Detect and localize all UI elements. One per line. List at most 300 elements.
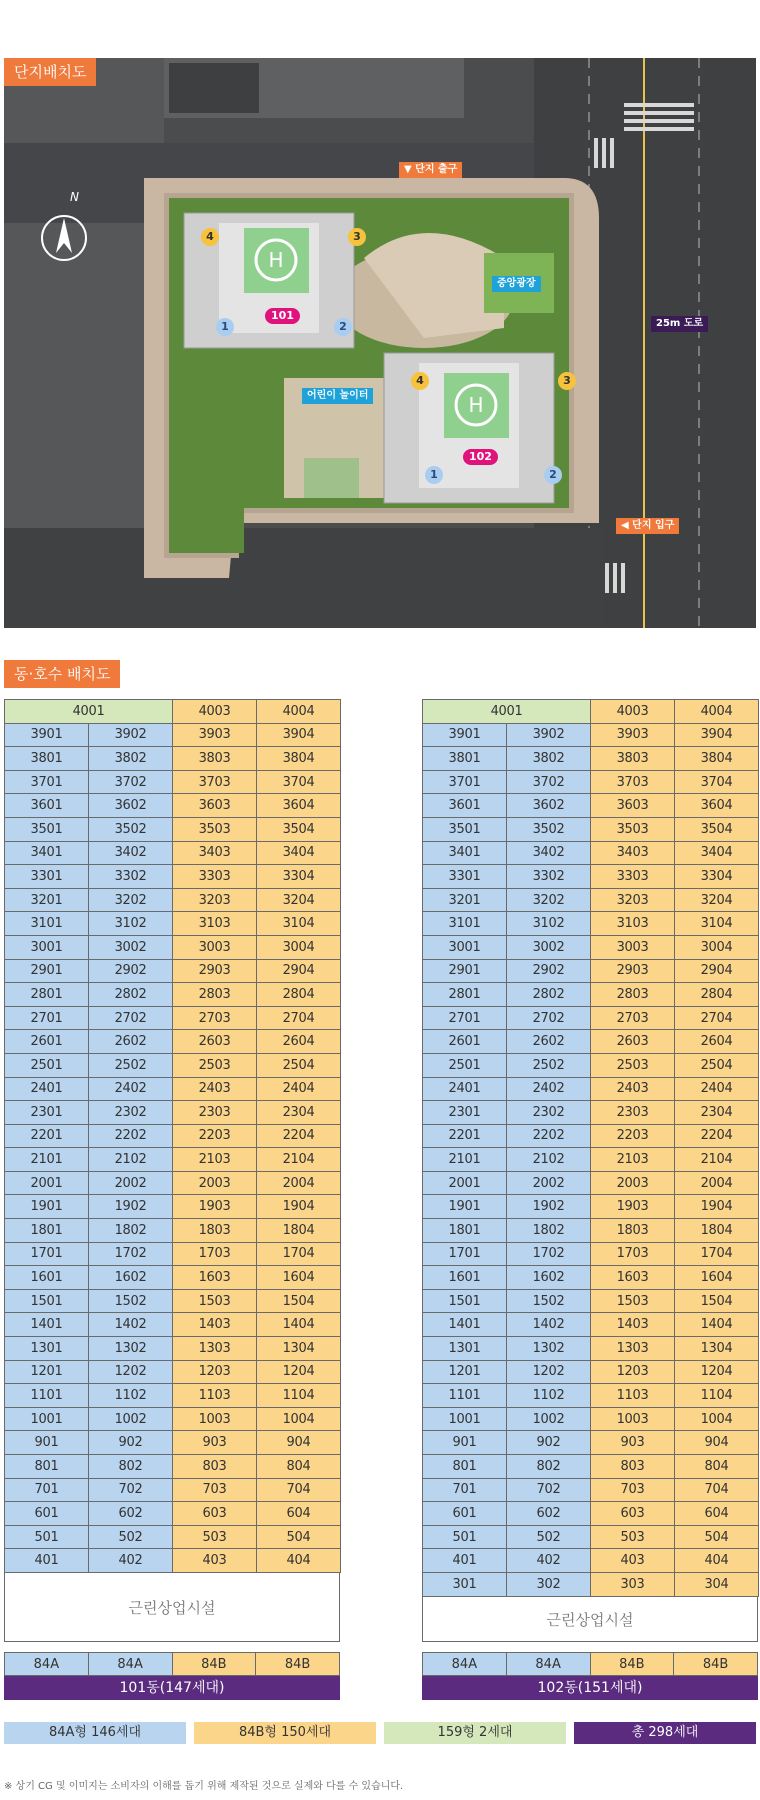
unit-cell: 1203	[591, 1360, 675, 1384]
unit-cell: 3003	[173, 935, 257, 959]
unit-cell: 2702	[89, 1006, 173, 1030]
unit-cell: 2701	[5, 1006, 89, 1030]
unit-cell: 1003	[173, 1407, 257, 1431]
complex-entrance-label: ◀ 단지 입구	[616, 518, 679, 534]
unit-cell: 2402	[507, 1077, 591, 1101]
unit-cell: 3302	[89, 865, 173, 889]
unit-cell: 3201	[5, 888, 89, 912]
unit-cell: 3302	[507, 865, 591, 889]
unit-cell: 3404	[675, 841, 759, 865]
unit-cell: 1704	[257, 1242, 341, 1266]
table-row	[423, 912, 759, 936]
table-row	[5, 865, 341, 889]
table-row	[5, 1148, 341, 1172]
unit-cell: 1801	[5, 1219, 89, 1243]
unit-cell: 903	[173, 1431, 257, 1455]
unit-cell: 2802	[89, 983, 173, 1007]
unit-cell: 1501	[5, 1289, 89, 1313]
table-row	[5, 1266, 341, 1290]
table-row	[423, 1525, 759, 1549]
unit-cell: 1304	[675, 1337, 759, 1361]
building-101-badge: 101	[265, 308, 300, 324]
unit-cell: 604	[257, 1502, 341, 1526]
unit-cell: 2101	[423, 1148, 507, 1172]
unit-cell: 801	[423, 1455, 507, 1479]
unit-cell: 3701	[423, 770, 507, 794]
unit-cell: 1301	[423, 1337, 507, 1361]
unit-cell: 2803	[591, 983, 675, 1007]
table-row	[5, 1525, 341, 1549]
unit-cell: 2402	[89, 1077, 173, 1101]
unit-cell: 2101	[5, 1148, 89, 1172]
unit-cell: 1503	[591, 1289, 675, 1313]
unit-cell: 1504	[257, 1289, 341, 1313]
unit-cell: 2303	[591, 1101, 675, 1125]
unit-cell: 3401	[423, 841, 507, 865]
unit-cell: 501	[423, 1525, 507, 1549]
unit-cell: 2804	[257, 983, 341, 1007]
unit-cell: 3204	[257, 888, 341, 912]
unit-cell: 3301	[5, 865, 89, 889]
line-number-badge: 2	[544, 466, 562, 484]
unit-cell: 1201	[5, 1360, 89, 1384]
table-row	[423, 817, 759, 841]
unit-cell: 504	[257, 1525, 341, 1549]
building-102-badge: 102	[463, 449, 498, 465]
unit-cell: 3904	[675, 723, 759, 747]
unit-cell: 1703	[173, 1242, 257, 1266]
unit-cell: 903	[591, 1431, 675, 1455]
road-label: 25m 도로	[651, 316, 708, 332]
unit-cell: 1103	[591, 1384, 675, 1408]
table-row	[5, 1053, 341, 1077]
table-row	[423, 959, 759, 983]
central-plaza-label: 중앙광장	[492, 276, 541, 292]
unit-cell: 3102	[89, 912, 173, 936]
unit-cell: 2902	[89, 959, 173, 983]
unit-cell: 1803	[173, 1219, 257, 1243]
table-row	[5, 841, 341, 865]
line-number-badge: 2	[334, 318, 352, 336]
line-number-badge: 4	[411, 372, 429, 390]
unit-cell: 3602	[89, 794, 173, 818]
unit-cell: 3404	[257, 841, 341, 865]
unit-cell: 2704	[675, 1006, 759, 1030]
unit-cell: 1404	[257, 1313, 341, 1337]
table-row	[5, 794, 341, 818]
unit-cell: 3802	[89, 747, 173, 771]
unit-cell: 604	[675, 1502, 759, 1526]
table-row	[5, 1171, 341, 1195]
unit-cell: 2404	[675, 1077, 759, 1101]
unit-cell: 3803	[173, 747, 257, 771]
unit-cell: 904	[257, 1431, 341, 1455]
commercial-label: 근린상업시설	[546, 1610, 634, 1629]
unit-cell: 2002	[89, 1171, 173, 1195]
table-row	[423, 1053, 759, 1077]
unit-cell: 1401	[423, 1313, 507, 1337]
table-row	[423, 1407, 759, 1431]
unit-cell: 2704	[257, 1006, 341, 1030]
unit-cell: 1103	[173, 1384, 257, 1408]
table-row	[423, 794, 759, 818]
unit-cell: 3004	[257, 935, 341, 959]
table-row	[5, 1030, 341, 1054]
unit-cell: 3002	[507, 935, 591, 959]
table-row	[423, 1549, 759, 1573]
unit-cell: 2804	[675, 983, 759, 1007]
unit-cell: 803	[173, 1455, 257, 1479]
unit-cell: 2001	[423, 1171, 507, 1195]
unit-cell: 1403	[591, 1313, 675, 1337]
table-row	[5, 1313, 341, 1337]
unit-cell: 1002	[89, 1407, 173, 1431]
unit-cell: 2801	[5, 983, 89, 1007]
unit-cell: 2904	[675, 959, 759, 983]
table-row	[5, 1478, 341, 1502]
unit-cell: 2703	[173, 1006, 257, 1030]
unit-cell: 2401	[423, 1077, 507, 1101]
unit-cell: 1503	[173, 1289, 257, 1313]
unit-cell: 704	[257, 1478, 341, 1502]
unit-cell: 3104	[675, 912, 759, 936]
unit-cell: 3002	[89, 935, 173, 959]
unit-cell: 1804	[257, 1219, 341, 1243]
unit-cell: 2501	[423, 1053, 507, 1077]
table-row	[423, 1337, 759, 1361]
unit-cell: 1803	[591, 1219, 675, 1243]
unit-cell: 4004	[675, 700, 759, 724]
unit-cell: 2602	[507, 1030, 591, 1054]
unit-cell: 1402	[89, 1313, 173, 1337]
unit-cell: 501	[5, 1525, 89, 1549]
unit-cell: 1802	[89, 1219, 173, 1243]
table-row	[423, 983, 759, 1007]
unit-cell: 4001	[423, 700, 591, 724]
unit-cell: 3303	[591, 865, 675, 889]
unit-cell: 3802	[507, 747, 591, 771]
unit-cell: 3502	[89, 817, 173, 841]
unit-cell: 1204	[257, 1360, 341, 1384]
unit-cell: 701	[423, 1478, 507, 1502]
unit-cell: 1502	[507, 1289, 591, 1313]
unit-cell: 1101	[5, 1384, 89, 1408]
unit-cell: 2203	[173, 1124, 257, 1148]
unit-cell: 3201	[423, 888, 507, 912]
table-row	[5, 770, 341, 794]
unit-cell: 2603	[173, 1030, 257, 1054]
unit-cell: 1101	[423, 1384, 507, 1408]
unit-cell: 2903	[591, 959, 675, 983]
unit-cell: 2201	[423, 1124, 507, 1148]
unit-cell: 3702	[89, 770, 173, 794]
table-row	[423, 700, 759, 724]
unit-cell: 1601	[5, 1266, 89, 1290]
complex-exit-label: ▼ 단지 출구	[399, 162, 462, 178]
table-row	[5, 1431, 341, 1455]
unit-cell: 3101	[423, 912, 507, 936]
unit-cell: 2403	[591, 1077, 675, 1101]
table-row	[5, 1407, 341, 1431]
unit-cell: 3903	[591, 723, 675, 747]
table-row	[423, 1077, 759, 1101]
table-row	[423, 1219, 759, 1243]
unit-cell: 1801	[423, 1219, 507, 1243]
table-row	[423, 1313, 759, 1337]
unit-cell: 1501	[423, 1289, 507, 1313]
unit-cell: 2801	[423, 983, 507, 1007]
unit-cell: 901	[423, 1431, 507, 1455]
unit-cell: 702	[89, 1478, 173, 1502]
unit-cell: 304	[675, 1572, 759, 1596]
unit-cell: 3304	[257, 865, 341, 889]
unit-cell: 503	[591, 1525, 675, 1549]
unit-cell: 2903	[173, 959, 257, 983]
legend-total: 총 298세대	[574, 1722, 756, 1744]
unit-cell: 402	[89, 1549, 173, 1573]
table-row	[423, 841, 759, 865]
unit-cell: 1204	[675, 1360, 759, 1384]
unit-cell: 503	[173, 1525, 257, 1549]
unit-cell: 3203	[591, 888, 675, 912]
unit-cell: 1701	[423, 1242, 507, 1266]
unit-cell: 2701	[423, 1006, 507, 1030]
unit-cell: 2302	[507, 1101, 591, 1125]
table-row	[423, 1431, 759, 1455]
unit-cell: 3801	[5, 747, 89, 771]
unit-cell: 704	[675, 1478, 759, 1502]
table-row	[5, 888, 341, 912]
unit-cell: 3003	[591, 935, 675, 959]
legend-84b: 84B형 150세대	[194, 1722, 376, 1744]
unit-cell: 4001	[5, 700, 173, 724]
unit-cell: 2003	[591, 1171, 675, 1195]
table-row	[5, 1502, 341, 1526]
unit-cell: 3202	[89, 888, 173, 912]
unit-cell: 804	[675, 1455, 759, 1479]
unit-cell: 3703	[591, 770, 675, 794]
unit-cell: 3501	[423, 817, 507, 841]
unit-cell: 3804	[675, 747, 759, 771]
unit-cell: 1504	[675, 1289, 759, 1313]
table-row	[423, 1124, 759, 1148]
table-row	[5, 912, 341, 936]
unit-cell: 2202	[89, 1124, 173, 1148]
unit-cell: 1902	[507, 1195, 591, 1219]
unit-cell: 3901	[423, 723, 507, 747]
type-cell: 84A	[88, 1653, 172, 1676]
unit-cell: 902	[89, 1431, 173, 1455]
building-102-type-row	[422, 1652, 758, 1676]
type-cell: 84A	[423, 1653, 507, 1676]
unit-cell: 3503	[173, 817, 257, 841]
table-row	[423, 935, 759, 959]
unit-cell: 601	[5, 1502, 89, 1526]
playground-label: 어린이 놀이터	[302, 388, 373, 404]
unit-cell: 1303	[173, 1337, 257, 1361]
table-row	[423, 1266, 759, 1290]
table-row	[5, 1101, 341, 1125]
type-cell: 84B	[590, 1653, 674, 1676]
unit-cell: 2604	[257, 1030, 341, 1054]
unit-cell: 703	[173, 1478, 257, 1502]
unit-cell: 3203	[173, 888, 257, 912]
unit-cell: 403	[173, 1549, 257, 1573]
building-102-commercial	[422, 1596, 758, 1642]
unit-cell: 1202	[507, 1360, 591, 1384]
unit-cell: 3401	[5, 841, 89, 865]
unit-cell: 1001	[5, 1407, 89, 1431]
unit-cell: 2103	[173, 1148, 257, 1172]
unit-cell: 1104	[675, 1384, 759, 1408]
table-row	[5, 723, 341, 747]
unit-cell: 3204	[675, 888, 759, 912]
unit-cell: 2604	[675, 1030, 759, 1054]
unit-cell: 1603	[173, 1266, 257, 1290]
unit-cell: 602	[507, 1502, 591, 1526]
compass-letter: N	[70, 190, 79, 204]
unit-cell: 804	[257, 1455, 341, 1479]
unit-cell: 1303	[591, 1337, 675, 1361]
unit-cell: 901	[5, 1431, 89, 1455]
unit-cell: 402	[507, 1549, 591, 1573]
unit-cell: 1002	[507, 1407, 591, 1431]
unit-cell: 1604	[675, 1266, 759, 1290]
unit-cell: 3103	[591, 912, 675, 936]
unit-cell: 3303	[173, 865, 257, 889]
unit-cell: 2104	[675, 1148, 759, 1172]
unit-cell: 2703	[591, 1006, 675, 1030]
line-number-badge: 4	[201, 228, 219, 246]
unit-cell: 2104	[257, 1148, 341, 1172]
unit-cell: 3602	[507, 794, 591, 818]
unit-cell: 1901	[5, 1195, 89, 1219]
unit-cell: 3202	[507, 888, 591, 912]
table-row	[5, 1455, 341, 1479]
unit-cell: 2503	[591, 1053, 675, 1077]
unit-cell: 1704	[675, 1242, 759, 1266]
line-number-badge: 1	[425, 466, 443, 484]
disclaimer-note: ※ 상기 CG 및 이미지는 소비자의 이해를 돕기 위해 제작된 것으로 실제와 다를 수 있습니다.	[4, 1781, 404, 1792]
unit-cell: 2304	[257, 1101, 341, 1125]
unit-cell: 1203	[173, 1360, 257, 1384]
table-row	[5, 1384, 341, 1408]
table-row	[423, 888, 759, 912]
unit-cell: 701	[5, 1478, 89, 1502]
unit-cell: 2304	[675, 1101, 759, 1125]
unit-cell: 1904	[675, 1195, 759, 1219]
unit-cell: 3704	[257, 770, 341, 794]
unit-cell: 1402	[507, 1313, 591, 1337]
unit-cell: 2503	[173, 1053, 257, 1077]
unit-cell: 1904	[257, 1195, 341, 1219]
table-row	[5, 1289, 341, 1313]
siteplan-illustration	[4, 58, 756, 628]
unit-cell: 3504	[257, 817, 341, 841]
unit-cell: 3604	[257, 794, 341, 818]
table-row	[423, 1478, 759, 1502]
unit-cell: 3301	[423, 865, 507, 889]
building-101-unit-table	[4, 699, 341, 1573]
unit-cell: 4004	[257, 700, 341, 724]
table-row	[423, 1572, 759, 1596]
unit-cell: 1502	[89, 1289, 173, 1313]
legend-84a: 84A형 146세대	[4, 1722, 186, 1744]
unit-cell: 2102	[89, 1148, 173, 1172]
unit-cell: 1401	[5, 1313, 89, 1337]
table-row	[5, 1242, 341, 1266]
unit-cell: 3601	[423, 794, 507, 818]
line-number-badge: 1	[216, 318, 234, 336]
unit-cell: 3603	[173, 794, 257, 818]
unit-cell: 1102	[507, 1384, 591, 1408]
unit-cell: 802	[507, 1455, 591, 1479]
unit-cell: 1004	[257, 1407, 341, 1431]
unit-cell: 2802	[507, 983, 591, 1007]
unit-cell: 3901	[5, 723, 89, 747]
unit-cell: 1004	[675, 1407, 759, 1431]
unit-cell: 1003	[591, 1407, 675, 1431]
type-cell: 84B	[256, 1653, 340, 1676]
unit-cell: 3704	[675, 770, 759, 794]
unit-cell: 2001	[5, 1171, 89, 1195]
unit-cell: 404	[257, 1549, 341, 1573]
unit-cell: 2004	[675, 1171, 759, 1195]
unit-cell: 1202	[89, 1360, 173, 1384]
unit-cell: 1302	[507, 1337, 591, 1361]
table-row	[423, 1195, 759, 1219]
siteplan-image	[4, 58, 756, 628]
table-row	[5, 983, 341, 1007]
table-row	[5, 1360, 341, 1384]
table-row	[423, 1502, 759, 1526]
unit-layout-title: 동·호수 배치도	[4, 660, 120, 688]
unit-cell: 1804	[675, 1219, 759, 1243]
unit-cell: 1201	[423, 1360, 507, 1384]
unit-cell: 403	[591, 1549, 675, 1573]
unit-cell: 3403	[173, 841, 257, 865]
type-cell: 84A	[5, 1653, 89, 1676]
unit-cell: 3903	[173, 723, 257, 747]
unit-cell: 3703	[173, 770, 257, 794]
unit-cell: 1403	[173, 1313, 257, 1337]
unit-cell: 2204	[675, 1124, 759, 1148]
unit-cell: 2504	[257, 1053, 341, 1077]
unit-cell: 3102	[507, 912, 591, 936]
unit-cell: 2902	[507, 959, 591, 983]
svg-text:H: H	[268, 248, 284, 272]
table-row	[423, 747, 759, 771]
unit-cell: 2002	[507, 1171, 591, 1195]
unit-cell: 2204	[257, 1124, 341, 1148]
unit-cell: 803	[591, 1455, 675, 1479]
unit-cell: 1701	[5, 1242, 89, 1266]
unit-cell: 1301	[5, 1337, 89, 1361]
unit-cell: 3902	[507, 723, 591, 747]
unit-cell: 602	[89, 1502, 173, 1526]
unit-cell: 603	[591, 1502, 675, 1526]
unit-cell: 3502	[507, 817, 591, 841]
unit-cell: 1001	[423, 1407, 507, 1431]
unit-cell: 3902	[89, 723, 173, 747]
unit-cell: 802	[89, 1455, 173, 1479]
unit-cell: 2504	[675, 1053, 759, 1077]
unit-cell: 2501	[5, 1053, 89, 1077]
unit-cell: 502	[507, 1525, 591, 1549]
building-102-unit-table	[422, 699, 759, 1597]
unit-cell: 3101	[5, 912, 89, 936]
unit-cell: 1104	[257, 1384, 341, 1408]
